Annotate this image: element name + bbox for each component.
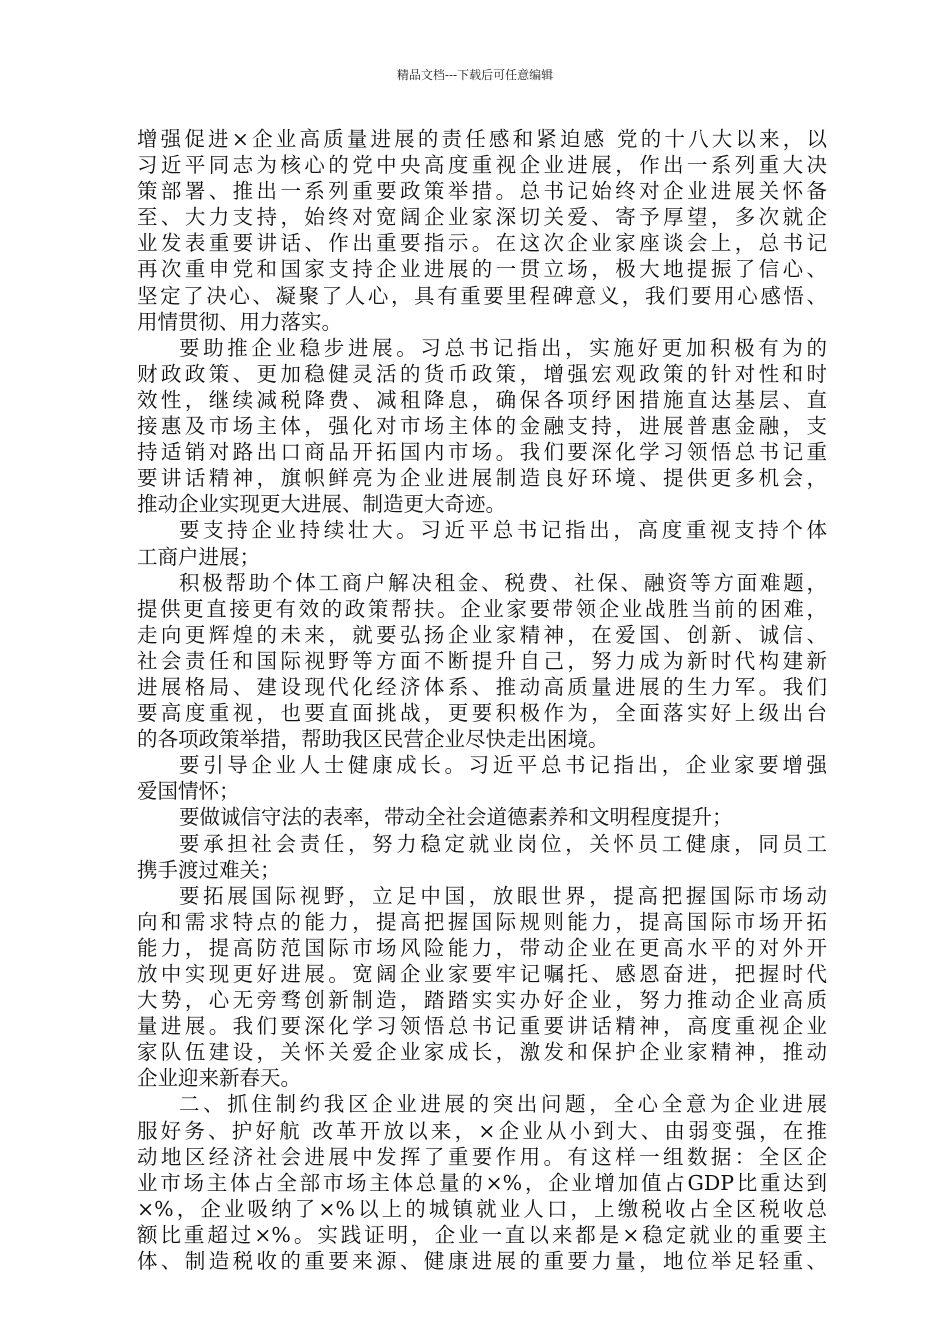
text-line: 家队伍建设，关怀关爱企业家成长，激发和保护企业家精神，推动: [137, 1040, 827, 1065]
text-line: 用情贯彻、用力落实。: [137, 309, 342, 334]
text-line: 再次重申党和国家支持企业进展的一贯立场，极大地提振了信心、: [137, 257, 827, 282]
text-line: 能力，提高防范国际市场风险能力，带动企业在更高水平的对外开: [137, 935, 827, 960]
text-line: 要讲话精神，旗帜鲜亮为企业进展制造良好环境、提供更多机会，: [137, 466, 827, 491]
text-line: 向和需求特点的能力，提高把握国际规则能力，提高国际市场开拓: [137, 909, 827, 934]
text-line: 动地区经济社会进展中发挥了重要作用。有这样一组数据：全区企: [137, 1144, 827, 1169]
text-line: 的各项政策举措，帮助我区民营企业尽快走出困境。: [137, 727, 609, 752]
text-line: 推动企业实现更大进展、制造更大奇迹。: [137, 492, 506, 517]
text-line: 要承担社会责任，努力稳定就业岗位，关怀员工健康，同员工: [179, 831, 827, 856]
text-line: 携手渡过难关；: [137, 857, 281, 882]
text-line: 放中实现更好进展。宽阔企业家要牢记嘱托、感恩奋进，把握时代: [137, 962, 827, 986]
text-line: 要做诚信守法的表率，带动全社会道德素养和文明程度提升；: [179, 805, 733, 830]
text-line: 体、制造税收的重要来源、健康进展的重要力量，地位举足轻重、: [137, 1249, 827, 1274]
text-line: 要支持企业持续壮大。习近平总书记指出，高度重视支持个体: [179, 518, 827, 543]
text-line: 要拓展国际视野，立足中国，放眼世界，提高把握国际市场动: [179, 883, 827, 908]
text-line: ×%，企业吸纳了×%以上的城镇就业人口，上缴税收占全区税收总: [137, 1196, 827, 1221]
text-line: 业发表重要讲话、作出重要指示。在这次企业家座谈会上，总书记: [137, 231, 827, 256]
text-line: 效性，继续减税降费、减租降息，确保各项纾困措施直达基层、直: [137, 387, 827, 412]
text-line: 策部署、推出一系列重要政策举措。总书记始终对企业进展关怀备: [137, 179, 827, 204]
text-line: 积极帮助个体工商户解决租金、税费、社保、融资等方面难题，: [179, 570, 827, 595]
text-line: 业市场主体占全部市场主体总量的×%，企业增加值占GDP比重达到: [137, 1170, 827, 1195]
text-line: 二、抓住制约我区企业进展的突出问题，全心全意为企业进展: [179, 1092, 827, 1117]
text-line: 工商户进展；: [137, 544, 260, 569]
text-line: 大势，心无旁骛创新制造，踏踏实实办好企业，努力推动企业高质: [137, 988, 827, 1013]
text-line: 提供更直接更有效的政策帮扶。企业家要带领企业战胜当前的困难，: [137, 596, 827, 621]
text-line: 服好务、护好航 改革开放以来，×企业从小到大、由弱变强，在推: [137, 1118, 827, 1143]
text-line: 要助推企业稳步进展。习总书记指出，实施好更加积极有为的: [179, 335, 827, 360]
text-line: 持适销对路出口商品开拓国内市场。我们要深化学习领悟总书记重: [137, 440, 827, 465]
text-line: 企业迎来新春天。: [137, 1066, 301, 1091]
document-body: [137, 126, 827, 1274]
text-line: 额比重超过×%。实践证明，企业一直以来都是×稳定就业的重要主: [137, 1222, 827, 1247]
page-header: 精品文档---下载后可任意编辑: [396, 68, 554, 82]
text-line: 爱国情怀；: [137, 779, 240, 804]
text-line: 财政政策、更加稳健灵活的货币政策，增强宏观政策的针对性和时: [137, 361, 827, 386]
text-line: 增强促进×企业高质量进展的责任感和紧迫感 党的十八大以来，以: [137, 127, 827, 151]
text-line: 进展格局、建设现代化经济体系、推动高质量进展的生力军。我们: [137, 674, 827, 699]
text-line: 要高度重视，也要直面挑战，更要积极作为，全面落实好上级出台: [137, 701, 827, 726]
text-line: 走向更辉煌的未来，就要弘扬企业家精神，在爱国、创新、诚信、: [137, 622, 827, 647]
text-line: 习近平同志为核心的党中央高度重视企业进展，作出一系列重大决: [137, 153, 827, 178]
text-line: 坚定了决心、凝聚了人心，具有重要里程碑意义，我们要用心感悟、: [137, 283, 827, 308]
text-line: 至、大力支持，始终对宽阔企业家深切关爱、寄予厚望，多次就企: [137, 205, 827, 230]
text-line: 要引导企业人士健康成长。习近平总书记指出，企业家要增强: [179, 753, 827, 778]
text-line: 量进展。我们要深化学习领悟总书记重要讲话精神，高度重视企业: [137, 1014, 827, 1039]
text-line: 社会责任和国际视野等方面不断提升自己，努力成为新时代构建新: [137, 648, 827, 673]
text-line: 接惠及市场主体，强化对市场主体的金融支持，进展普惠金融，支: [137, 414, 827, 439]
